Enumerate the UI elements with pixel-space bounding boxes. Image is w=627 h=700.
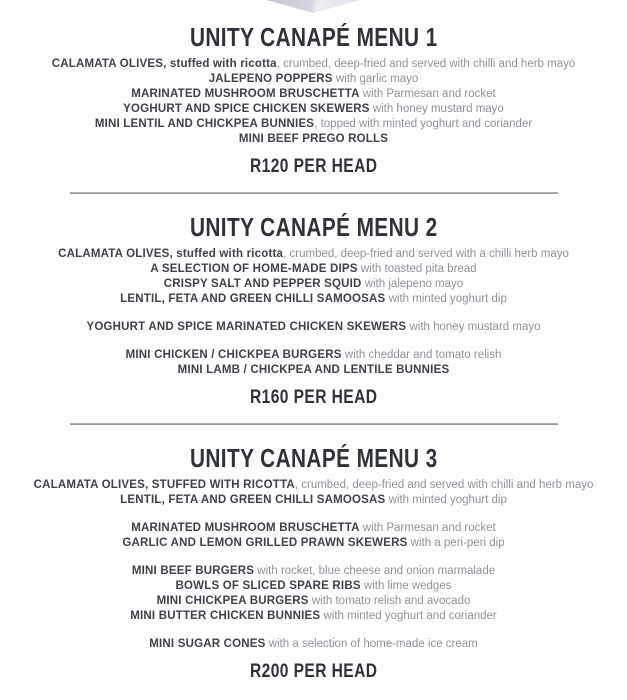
menu-item-name: MINI LENTIL AND CHICKPEA BUNNIES <box>94 118 315 130</box>
menu-item-desc: with lime wedges <box>360 580 452 592</box>
menu-item <box>0 637 627 652</box>
menu-item <box>0 292 627 307</box>
menu-item-name: BOWLS OF SLICED SPARE RIBS <box>175 580 361 592</box>
menu-section-3 <box>0 443 627 682</box>
menu-item-desc: with rocket, blue cheese and onion marmalade <box>254 565 496 577</box>
menu-item-desc: , topped with minted yoghurt and coriander <box>314 118 533 130</box>
menu-item <box>0 87 627 102</box>
menu-item-desc: with minted yoghurt dip <box>385 293 507 305</box>
menu-item <box>0 564 627 579</box>
menu-item-desc: with a peri-peri dip <box>407 537 505 549</box>
menu-item-desc: with honey mustard mayo <box>406 321 541 333</box>
menu-item <box>0 348 627 363</box>
menu-item-name: YOGHURT AND SPICE MARINATED CHICKEN SKEWERS <box>86 321 407 333</box>
menu-item-name: MARINATED MUSHROOM BRUSCHETTA <box>131 88 360 100</box>
menu-item <box>0 262 627 277</box>
item-group <box>0 637 627 652</box>
menu-item <box>0 132 627 147</box>
menu-item-desc: with tomato relish and avocado <box>308 595 471 607</box>
menu-item <box>0 320 627 335</box>
menu-item-name: LENTIL, FETA AND GREEN CHILLI SAMOOSAS <box>120 494 386 506</box>
menu-item-name: CALAMATA OLIVES, stuffed with ricotta <box>51 58 277 70</box>
menu-item-name: MINI CHICKPEA BURGERS <box>156 595 309 607</box>
menu-item <box>0 594 627 609</box>
menu-3-items <box>0 478 627 652</box>
menu-3-price: R200 PER HEAD <box>249 661 378 682</box>
menu-item <box>0 363 627 378</box>
menu-item-desc: with minted yoghurt dip <box>385 494 507 506</box>
menu-item-desc: with honey mustard mayo <box>369 103 504 115</box>
menu-item <box>0 72 627 87</box>
menu-item <box>0 102 627 117</box>
menu-item-desc: with jalepeno mayo <box>361 278 464 290</box>
menu-2-title: UNITY CANAPÉ MENU 2 <box>189 212 438 242</box>
menu-item <box>0 277 627 292</box>
menu-item-name: MINI LAMB / CHICKPEA AND LENTILE BUNNIES <box>177 364 450 376</box>
item-group <box>0 57 627 147</box>
menu-item-name: LENTIL, FETA AND GREEN CHILLI SAMOOSAS <box>120 293 386 305</box>
menu-item-name: CALAMATA OLIVES, STUFFED WITH RICOTTA <box>33 479 295 491</box>
menu-item <box>0 521 627 536</box>
menu-section-1 <box>0 22 627 177</box>
menu-item-desc: , crumbed, deep-fried and served with chilli and herb mayo <box>276 58 576 70</box>
menu-2-items <box>0 247 627 378</box>
menu-1-items <box>0 57 627 147</box>
menu-item-name: YOGHURT AND SPICE CHICKEN SKEWERS <box>123 103 370 115</box>
menu-item <box>0 478 627 493</box>
menu-1-title: UNITY CANAPÉ MENU 1 <box>189 22 438 52</box>
item-group <box>0 478 627 508</box>
menu-item-name: MINI BUTTER CHICKEN BUNNIES <box>130 610 321 622</box>
item-group <box>0 247 627 307</box>
menu-item <box>0 57 627 72</box>
menu-item-name: CALAMATA OLIVES, stuffed with ricotta <box>58 248 284 260</box>
menu-item-desc: with Parmesan and rocket <box>359 88 496 100</box>
menu-item-desc: , crumbed, deep-fried and served with a chilli herb mayo <box>283 248 569 260</box>
menu-item-name: MINI BEEF BURGERS <box>131 565 255 577</box>
menu-item <box>0 247 627 262</box>
menu-1-price: R120 PER HEAD <box>249 156 378 177</box>
menu-item <box>0 117 627 132</box>
menu-item <box>0 493 627 508</box>
menu-item <box>0 609 627 624</box>
menu-item-name: A SELECTION OF HOME-MADE DIPS <box>150 263 358 275</box>
menu-2-price: R160 PER HEAD <box>249 387 378 408</box>
menu-item-name: JALEPENO POPPERS <box>208 73 333 85</box>
chevron-down-icon <box>267 0 361 13</box>
section-divider <box>70 192 558 194</box>
menu-section-2 <box>0 212 627 408</box>
menu-item-desc: with cheddar and tomato relish <box>341 349 502 361</box>
menu-item-desc: with Parmesan and rocket <box>359 522 496 534</box>
item-group <box>0 564 627 624</box>
menu-item-desc: with toasted pita bread <box>357 263 477 275</box>
menu-item-name: GARLIC AND LEMON GRILLED PRAWN SKEWERS <box>122 537 408 549</box>
menu-item-name: MINI SUGAR CONES <box>149 638 266 650</box>
menu-item-desc: with minted yoghurt and coriander <box>320 610 497 622</box>
menu-item-desc: , crumbed, deep-fried and served with chilli and herb mayo <box>294 479 594 491</box>
menu-item-name: MARINATED MUSHROOM BRUSCHETTA <box>131 522 360 534</box>
menu-item <box>0 536 627 551</box>
item-group <box>0 348 627 378</box>
menu-3-title: UNITY CANAPÉ MENU 3 <box>189 443 438 473</box>
item-group <box>0 521 627 551</box>
menu-item-name: CRISPY SALT AND PEPPER SQUID <box>163 278 362 290</box>
menu-item-desc: with garlic mayo <box>332 73 419 85</box>
menu-item-desc: with a selection of home-made ice cream <box>265 638 478 650</box>
menu-item-name: MINI CHICKEN / CHICKPEA BURGERS <box>125 349 342 361</box>
item-group <box>0 320 627 335</box>
section-divider <box>70 423 558 425</box>
menu-item-name: MINI BEEF PREGO ROLLS <box>238 133 389 145</box>
menu-item <box>0 579 627 594</box>
